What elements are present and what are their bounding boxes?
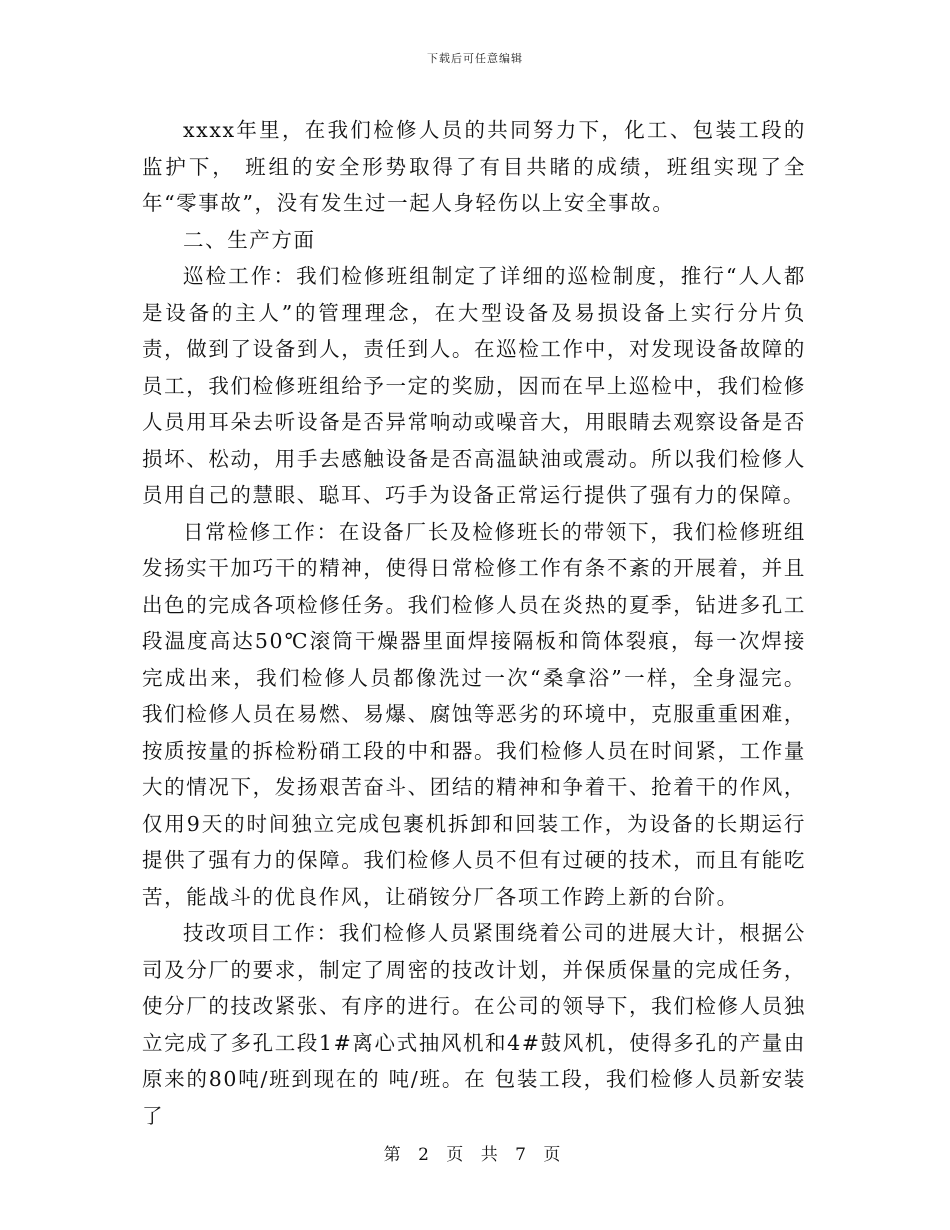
paragraph-inspection-work: 巡检工作：我们检修班组制定了详细的巡检制度，推行“人人都是设备的主人”的管理理念，在大型设备及易损设备上实行分片负责，做到了设备到人，责任到人。在巡检工作中，对发现设备故障的员工，我们检修班组给予一定的奖励，因而在早上巡检中，我们检修人员用耳朵去听设备是否异常响动或噪音大，用眼睛去观察设备是否损坏、松动，用手去感触设备是否高温缺油或震动。所以我们检修人员用自己的慧眼、聪耳、巧手为设备正常运行提供了强有力的保障。 [142, 264, 806, 507]
section-heading-production: 二、生产方面 [183, 227, 316, 252]
paragraph-technical-upgrade: 技改项目工作：我们检修人员紧围绕着公司的进展大计，根据公司及分厂的要求，制定了周密的技改计划，并保质保量的完成任务，使分厂的技改紧张、有序的进行。在公司的领导下，我们检修人员独立完成了多孔工段1#离心式抽风机和4#鼓风机，使得多孔的产量由原来的80吨/班到现在的 吨/班。在 包装工段，我们检修人员新安装了 [142, 921, 806, 1128]
paragraph-safety-summary: xxxx年里，在我们检修人员的共同努力下，化工、包装工段的监护下， 班组的安全形势取得了有目共睹的成绩，班组实现了全年“零事故”，没有发生过一起人身轻伤以上安全事故。 [142, 118, 806, 215]
page-header: 下载后可任意编辑 [427, 52, 523, 65]
paragraph-daily-maintenance: 日常检修工作：在设备厂长及检修班长的带领下，我们检修班组发扬实干加巧干的精神，使得日常检修工作有条不紊的开展着，并且出色的完成各项检修任务。我们检修人员在炎热的夏季，钻进多孔工段温度高达50℃滚筒干燥器里面焊接隔板和筒体裂痕，每一次焊接完成出来，我们检修人员都像洗过一次“桑拿浴”一样，全身湿完。我们检修人员在易燃、易爆、腐蚀等恶劣的环境中，克服重重困难，按质按量的拆检粉硝工段的中和器。我们检修人员在时间紧，工作量大的情况下，发扬艰苦奋斗、团结的精神和争着干、抢着干的作风，仅用9天的时间独立完成包裹机拆卸和回装工作，为设备的长期运行提供了强有力的保障。我们检修人员不但有过硬的技术，而且有能吃苦，能战斗的优良作风，让硝铵分厂各项工作跨上新的台阶。 [142, 519, 806, 909]
page-footer: 第 2 页 共 7 页 [383, 1145, 567, 1165]
body-text [142, 112, 806, 1134]
